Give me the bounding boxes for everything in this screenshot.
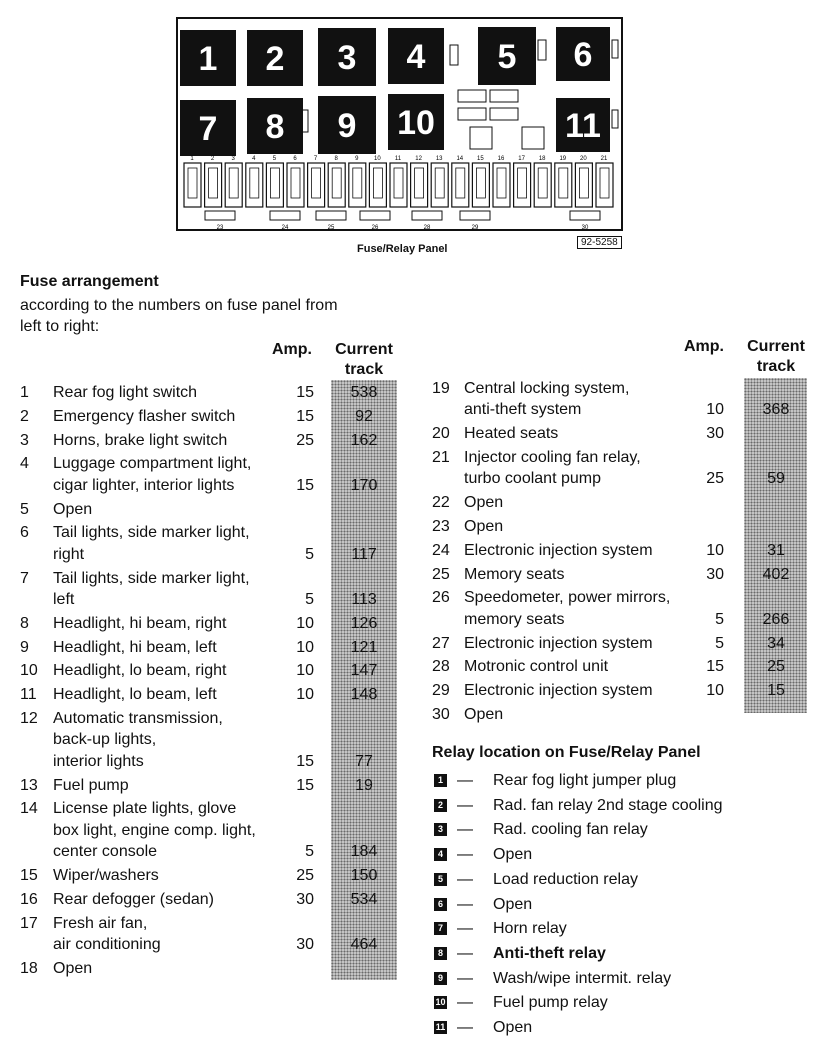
fuse-number: 6 bbox=[293, 156, 297, 162]
fuse-track: 121 bbox=[350, 638, 378, 656]
fuse-number: 23 bbox=[432, 518, 450, 535]
fuse-track: 464 bbox=[350, 936, 378, 953]
relay-label: Horn relay bbox=[493, 920, 567, 938]
fuse-description: Electronic injection system bbox=[464, 682, 653, 700]
fuse-number: 9 bbox=[20, 638, 29, 656]
fuse-number: 13 bbox=[20, 776, 38, 794]
relay-block-number: 1 bbox=[198, 40, 218, 78]
fuse-description: Open bbox=[53, 500, 93, 518]
fuse-amp: 30 bbox=[706, 425, 724, 443]
fuse-description: Open bbox=[464, 706, 504, 723]
fuse-number: 18 bbox=[20, 959, 38, 977]
fuse-description: left bbox=[53, 591, 75, 608]
relay-label: Rear fog light jumper plug bbox=[493, 772, 677, 789]
fuse-number: 5 bbox=[272, 156, 277, 162]
relay-number-box: 4 bbox=[434, 848, 447, 861]
fuse-description: License plate lights, glove bbox=[53, 800, 237, 818]
fuse-description: Horns, brake light switch bbox=[53, 431, 228, 449]
fuse-number: 7 bbox=[313, 156, 318, 162]
relay-dash: — bbox=[457, 796, 473, 814]
fuse-description: Fresh air fan, bbox=[53, 914, 148, 932]
diagram-caption: Fuse/Relay Panel bbox=[357, 243, 448, 255]
fuse-description: Central locking system, bbox=[464, 380, 630, 397]
fuse-amp: 10 bbox=[296, 614, 314, 632]
fuse-number: 1 bbox=[20, 384, 29, 401]
fuse-track: 402 bbox=[762, 565, 790, 583]
fuse-number: 14 bbox=[20, 800, 38, 818]
relay-block-number: 3 bbox=[337, 39, 357, 77]
fuse-description: Memory seats bbox=[464, 565, 565, 583]
fuse-number: 10 bbox=[20, 662, 38, 680]
fuse-number: 12 bbox=[20, 710, 38, 727]
relay-label: Anti-theft relay bbox=[493, 944, 606, 962]
fuse-track: 534 bbox=[350, 890, 378, 908]
fuse-description: Headlight, hi beam, right bbox=[53, 614, 227, 632]
relay-number-box: 6 bbox=[434, 898, 447, 911]
fuse-description: Electronic injection system bbox=[464, 634, 653, 652]
relay-label: Open bbox=[493, 846, 533, 864]
fuse-track: 150 bbox=[350, 867, 378, 884]
fuse-number: 16 bbox=[20, 890, 38, 908]
relay-dash: — bbox=[457, 920, 473, 938]
fuse-number: 8 bbox=[334, 156, 338, 162]
bottom-fuse-number: 26 bbox=[371, 225, 379, 231]
fuse-amp: 25 bbox=[706, 470, 724, 488]
fuse-track: 117 bbox=[351, 545, 377, 563]
fuse-track: 170 bbox=[350, 476, 378, 494]
fuse-number: 30 bbox=[432, 706, 450, 723]
left-amp-header: Amp. bbox=[272, 341, 312, 358]
bottom-fuse-number: 30 bbox=[581, 225, 589, 231]
fuse-number: 11 bbox=[20, 686, 37, 704]
fuse-number: 6 bbox=[20, 524, 29, 542]
fuse-track: 147 bbox=[350, 662, 378, 680]
relay-section-title: Relay location on Fuse/Relay Panel bbox=[432, 744, 701, 761]
fuse-description: Automatic transmission, bbox=[53, 710, 223, 727]
right-amp-header: Amp. bbox=[684, 338, 724, 355]
bottom-fuse-number: 23 bbox=[216, 225, 224, 231]
fuse-number: 3 bbox=[20, 431, 29, 449]
left-current-header: Current bbox=[335, 341, 393, 358]
fuse-number: 15 bbox=[20, 867, 38, 884]
relay-dash: — bbox=[457, 895, 473, 913]
fuse-track: 59 bbox=[767, 470, 785, 488]
fuse-number: 17 bbox=[518, 156, 525, 162]
fuse-amp: 5 bbox=[305, 545, 314, 563]
fuse-description: turbo coolant pump bbox=[464, 470, 601, 488]
relay-number-box: 5 bbox=[434, 873, 447, 886]
fuse-description: Rear defogger (sedan) bbox=[53, 890, 214, 908]
subtitle-line1: according to the numbers on fuse panel from bbox=[20, 297, 338, 314]
fuse-description: Headlight, lo beam, left bbox=[53, 686, 217, 704]
fuse-number: 20 bbox=[432, 425, 450, 443]
left-track-header: track bbox=[344, 361, 384, 378]
fuse-amp: 10 bbox=[706, 541, 724, 559]
fuse-track: 77 bbox=[355, 752, 373, 770]
relay-block-number: 10 bbox=[397, 104, 435, 142]
fuse-description: Open bbox=[464, 494, 504, 512]
relay-number-box: 8 bbox=[434, 947, 447, 960]
fuse-number: 3 bbox=[231, 156, 235, 162]
fuse-amp: 10 bbox=[296, 662, 314, 680]
fuse-number: 15 bbox=[477, 156, 484, 162]
relay-number-box: 10 bbox=[435, 997, 446, 1008]
section-title: Fuse arrangement bbox=[20, 273, 159, 290]
fuse-description: box light, engine comp. light, bbox=[53, 821, 256, 839]
fuse-track: 25 bbox=[767, 658, 785, 676]
fuse-number: 2 bbox=[210, 156, 215, 162]
relay-dash: — bbox=[457, 1019, 473, 1036]
fuse-number: 22 bbox=[432, 494, 450, 512]
fuse-amp: 15 bbox=[706, 658, 724, 676]
bottom-fuse-number: 28 bbox=[423, 225, 431, 231]
fuse-number: 10 bbox=[374, 156, 381, 162]
fuse-number: 1 bbox=[190, 156, 194, 162]
fuse-track: 126 bbox=[350, 614, 378, 632]
fuse-track: 162 bbox=[350, 431, 378, 449]
fuse-track: 15 bbox=[767, 682, 785, 700]
relay-block-number: 7 bbox=[198, 110, 218, 148]
fuse-description: Tail lights, side marker light, bbox=[53, 524, 250, 542]
fuse-track: 148 bbox=[350, 686, 378, 704]
bottom-fuse-number: 29 bbox=[471, 225, 479, 231]
fuse-description: Wiper/washers bbox=[53, 867, 159, 884]
fuse-amp: 5 bbox=[715, 634, 724, 652]
fuse-track: 538 bbox=[350, 384, 378, 401]
fuse-description: Fuel pump bbox=[53, 776, 129, 794]
fuse-number: 19 bbox=[559, 156, 567, 162]
fuse-number: 29 bbox=[432, 682, 450, 700]
fuse-description: air conditioning bbox=[53, 936, 161, 953]
fuse-track: 34 bbox=[767, 634, 785, 652]
bottom-fuse-number: 24 bbox=[281, 225, 289, 231]
fuse-amp: 10 bbox=[706, 401, 724, 419]
fuse-number: 17 bbox=[20, 914, 38, 932]
fuse-number: 21 bbox=[432, 449, 450, 466]
fuse-number: 8 bbox=[20, 614, 29, 632]
fuse-description: interior lights bbox=[53, 752, 144, 770]
relay-number-box: 2 bbox=[434, 799, 447, 812]
fuse-number: 20 bbox=[580, 156, 587, 162]
fuse-track: 266 bbox=[762, 610, 790, 628]
relay-dash: — bbox=[457, 870, 473, 888]
fuse-track: 113 bbox=[351, 591, 377, 608]
fuse-number: 11 bbox=[394, 156, 402, 162]
fuse-amp: 5 bbox=[715, 610, 724, 628]
fuse-amp: 15 bbox=[296, 476, 314, 494]
fuse-description: anti-theft system bbox=[464, 401, 582, 419]
right-track-header: track bbox=[756, 358, 796, 375]
fuse-amp: 30 bbox=[706, 565, 724, 583]
fuse-description: back-up lights, bbox=[53, 731, 157, 749]
fuse-track: 368 bbox=[762, 401, 790, 419]
fuse-number: 19 bbox=[432, 380, 450, 397]
fuse-number: 9 bbox=[355, 156, 359, 162]
fuse-number: 14 bbox=[456, 156, 464, 162]
fuse-track: 19 bbox=[355, 776, 373, 794]
fuse-amp: 15 bbox=[296, 407, 314, 425]
relay-block-number: 5 bbox=[497, 38, 517, 76]
relay-dash: — bbox=[457, 846, 473, 864]
relay-label: Rad. fan relay 2nd stage cooling bbox=[493, 796, 723, 814]
relay-block-number: 11 bbox=[565, 107, 601, 145]
fuse-amp: 10 bbox=[706, 682, 724, 700]
relay-dash: — bbox=[457, 821, 473, 839]
fuse-description: memory seats bbox=[464, 610, 565, 628]
relay-label: Open bbox=[493, 895, 533, 913]
fuse-amp: 15 bbox=[296, 384, 314, 401]
fuse-amp: 5 bbox=[305, 843, 314, 861]
relay-label: Fuel pump relay bbox=[493, 994, 608, 1012]
fuse-description: right bbox=[53, 545, 85, 563]
fuse-number: 26 bbox=[432, 589, 450, 607]
subtitle-line2: left to right: bbox=[20, 318, 100, 335]
relay-number-box: 11 bbox=[435, 1022, 446, 1032]
relay-block-number: 6 bbox=[573, 36, 593, 74]
fuse-number: 27 bbox=[432, 634, 450, 652]
relay-dash: — bbox=[457, 772, 473, 789]
relay-dash: — bbox=[457, 944, 473, 962]
fuse-description: Headlight, hi beam, left bbox=[53, 638, 217, 656]
relay-number-box: 9 bbox=[434, 972, 447, 985]
fuse-track: 184 bbox=[350, 843, 378, 861]
fuse-number: 4 bbox=[20, 455, 29, 473]
fuse-amp: 25 bbox=[296, 867, 314, 884]
fuse-amp: 25 bbox=[296, 431, 314, 449]
fuse-amp: 5 bbox=[305, 591, 314, 608]
fuse-description: cigar lighter, interior lights bbox=[53, 476, 235, 494]
fuse-number: 13 bbox=[435, 156, 443, 162]
right-current-header: Current bbox=[747, 338, 805, 355]
fuse-number: 24 bbox=[432, 541, 450, 559]
fuse-number: 21 bbox=[600, 156, 608, 162]
fuse-track: 92 bbox=[355, 407, 373, 425]
fuse-amp: 15 bbox=[296, 752, 314, 770]
fuse-number: 4 bbox=[252, 156, 256, 162]
fuse-description: Tail lights, side marker light, bbox=[53, 569, 250, 587]
relay-block-number: 9 bbox=[337, 107, 357, 145]
bottom-fuse-number: 25 bbox=[327, 225, 335, 231]
fuse-description: Motronic control unit bbox=[464, 658, 609, 676]
relay-label: Load reduction relay bbox=[493, 870, 638, 888]
fuse-description: Open bbox=[53, 959, 93, 977]
relay-block-number: 8 bbox=[265, 108, 285, 146]
fuse-number: 16 bbox=[497, 156, 505, 162]
relay-label: Open bbox=[493, 1019, 533, 1036]
fuse-description: Heated seats bbox=[464, 425, 559, 443]
fuse-amp: 30 bbox=[296, 936, 314, 953]
relay-dash: — bbox=[457, 994, 473, 1012]
relay-number-box: 3 bbox=[434, 823, 447, 836]
relay-number-box: 7 bbox=[434, 922, 447, 935]
fuse-amp: 15 bbox=[296, 776, 314, 794]
fuse-amp: 10 bbox=[296, 638, 314, 656]
fuse-description: Luggage compartment light, bbox=[53, 455, 252, 473]
fuse-description: Open bbox=[464, 518, 504, 535]
fuse-number: 18 bbox=[538, 156, 546, 162]
fuse-description: Speedometer, power mirrors, bbox=[464, 589, 671, 607]
fuse-relay-panel-diagram bbox=[0, 0, 832, 262]
fuse-number: 28 bbox=[432, 658, 450, 676]
fuse-number: 25 bbox=[432, 565, 450, 583]
relay-block-number: 4 bbox=[406, 38, 426, 76]
fuse-description: Injector cooling fan relay, bbox=[464, 449, 641, 466]
fuse-description: Rear fog light switch bbox=[53, 384, 198, 401]
fuse-number: 2 bbox=[20, 407, 29, 425]
fuse-amp: 30 bbox=[296, 890, 314, 908]
relay-number-box: 1 bbox=[434, 774, 447, 787]
fuse-amp: 10 bbox=[296, 686, 314, 704]
relay-label: Rad. cooling fan relay bbox=[493, 821, 648, 839]
relay-block-number: 2 bbox=[265, 40, 285, 78]
figure-reference: 92-5258 bbox=[577, 236, 622, 249]
relay-label: Wash/wipe intermit. relay bbox=[493, 969, 672, 987]
fuse-number: 7 bbox=[20, 569, 29, 587]
fuse-description: Electronic injection system bbox=[464, 541, 653, 559]
fuse-description: center console bbox=[53, 843, 158, 861]
fuse-number: 5 bbox=[20, 500, 29, 518]
fuse-description: Emergency flasher switch bbox=[53, 407, 236, 425]
fuse-track: 31 bbox=[767, 541, 785, 559]
fuse-description: Headlight, lo beam, right bbox=[53, 662, 227, 680]
fuse-number: 12 bbox=[415, 156, 422, 162]
relay-dash: — bbox=[457, 969, 473, 987]
